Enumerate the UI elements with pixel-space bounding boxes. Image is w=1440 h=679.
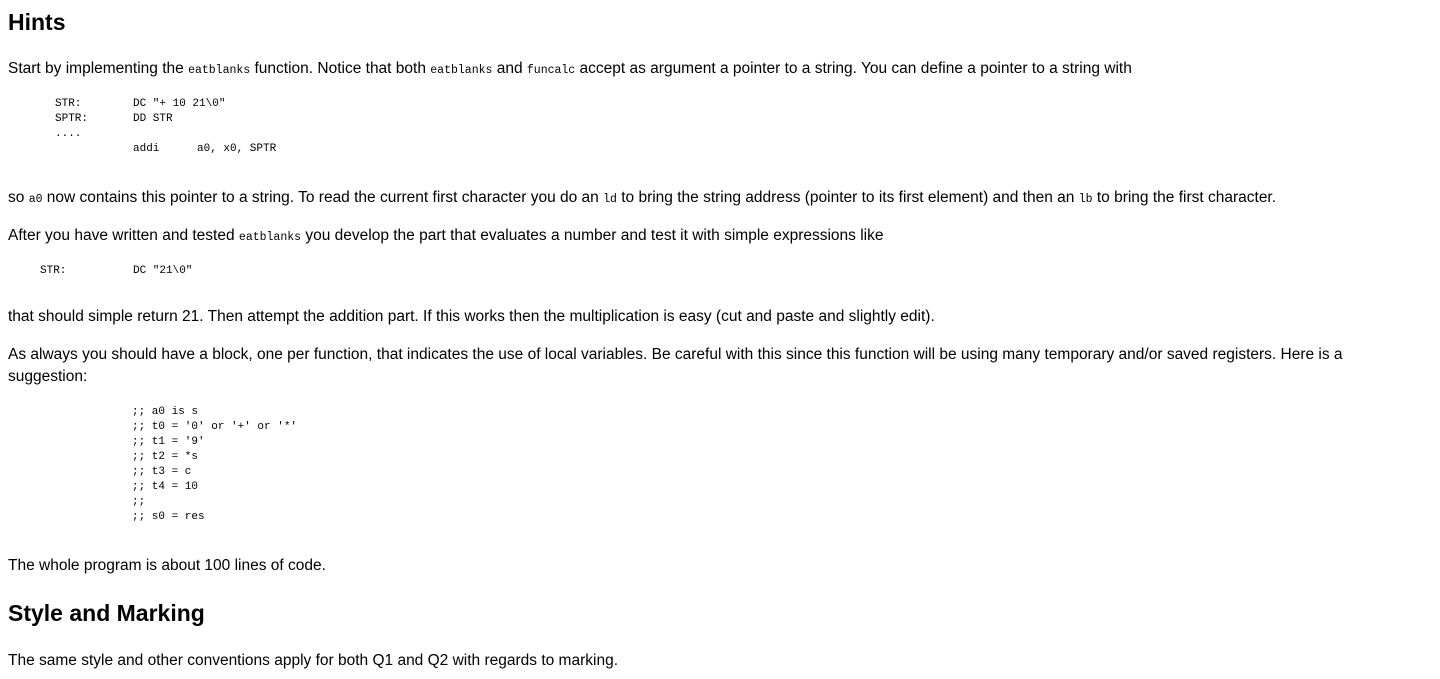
text-run: to bring the string address (pointer to its first element) and then an [616, 189, 1079, 206]
code-value: DC "+ 10 21\0" [133, 98, 226, 110]
code-value: DD STR [133, 113, 173, 125]
text-run: and [492, 60, 527, 77]
inline-code: funcalc [526, 64, 576, 77]
text-run: to bring the first character. [1092, 189, 1277, 206]
hints-paragraph-6: The whole program is about 100 lines of code. [8, 557, 326, 574]
code-row [55, 112, 276, 127]
code-row: ;; t2 = *s [132, 451, 199, 463]
code-block-pointer-def [55, 97, 276, 157]
code-label: STR: [55, 98, 82, 110]
text-run: Start by implementing the [8, 60, 189, 77]
code-block-locals [132, 405, 297, 525]
text-run: function. Notice that both [250, 60, 431, 77]
code-value: DC "21\0" [133, 265, 193, 277]
text-run: accept as argument a pointer to a string. You can define a pointer to a string with [575, 60, 1132, 77]
style-marking-heading: Style and Marking [8, 600, 205, 626]
inline-code: eatblanks [188, 64, 251, 77]
code-row [55, 97, 276, 112]
hints-heading: Hints [8, 9, 66, 35]
text-run: After you have written and tested [8, 227, 239, 244]
text-run: you develop the part that evaluates a number and test it with simple expressions like [301, 227, 884, 244]
code-row: ;; s0 = res [132, 511, 205, 523]
inline-code: eatblanks [430, 64, 493, 77]
inline-code: eatblanks [238, 231, 302, 244]
inline-code: a0 [28, 193, 43, 206]
text-run: now contains this pointer to a string. To read the current first character you do an [42, 189, 604, 206]
inline-code: lb [1078, 193, 1093, 206]
code-label: SPTR: [55, 113, 89, 125]
hints-paragraph-1 [8, 58, 1436, 82]
code-args: a0, x0, SPTR [197, 143, 277, 155]
hints-paragraph-2 [8, 187, 1436, 211]
hints-paragraph-3 [8, 225, 1436, 249]
code-row: ;; t0 = '0' or '+' or '*' [132, 421, 298, 433]
hints-paragraph-4: that should simple return 21. Then attempt the addition part. If this works then the multiplication is easy (cut and paste and slightly edit). [8, 308, 935, 325]
code-row [40, 264, 192, 279]
code-row: ;; t3 = c [132, 466, 192, 478]
hints-paragraph-5: As always you should have a block, one per function, that indicates the use of local variables. Be careful with this since this function will be using many temporary and/or saved registers. Here is a suggestion: [8, 346, 1343, 385]
code-block-simple-str [40, 264, 192, 279]
inline-code: ld [603, 193, 617, 206]
code-row: ;; [132, 496, 146, 508]
code-label: .... [55, 128, 82, 140]
code-row [55, 142, 276, 157]
code-row: ;; a0 is s [132, 406, 199, 418]
style-marking-paragraph: The same style and other conventions apply for both Q1 and Q2 with regards to marking. [8, 652, 618, 669]
code-row: ;; t1 = '9' [132, 436, 205, 448]
code-op: addi [133, 143, 160, 155]
text-run: so [8, 189, 29, 206]
code-row: ;; t4 = 10 [132, 481, 199, 493]
code-label: STR: [40, 265, 67, 277]
code-row [55, 127, 276, 142]
